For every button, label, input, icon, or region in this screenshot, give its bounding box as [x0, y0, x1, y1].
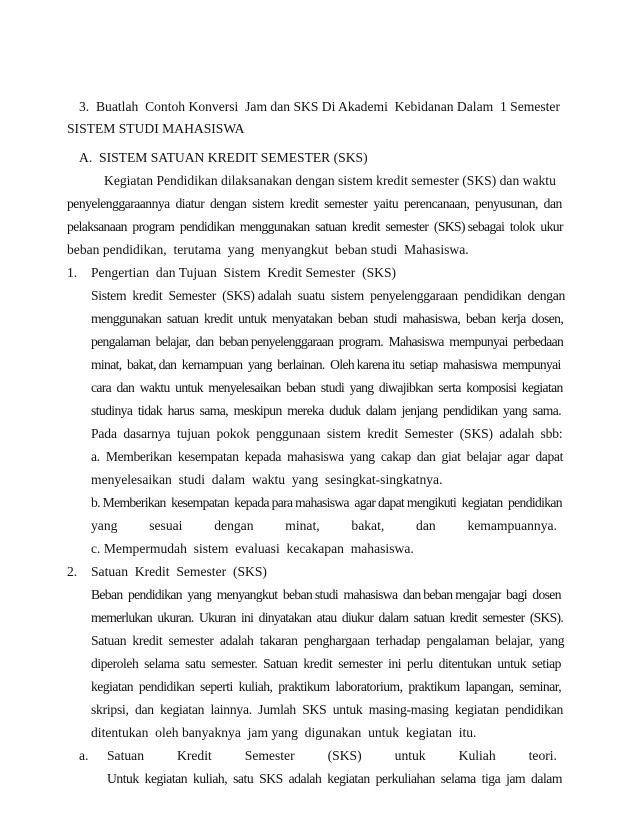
item-1-purpose-line: Pada dasarnya tujuan pokok penggunaan sistem kredit Semester (SKS) adalah sbb: [91, 426, 563, 441]
item-1-para-line: studinya tidak harus sama, meskipun mereka duduk dalam jenjang pendidikan yang sama. [91, 403, 562, 418]
item-2-para-line: diperoleh selama satu semester. Satuan kredit semester ini perlu ditentukan untuk setiap [91, 656, 561, 671]
item-1-para-line: Sistem kredit Semester (SKS) adalah suatu sistem penyelenggaraan pendidikan dengan [91, 288, 565, 303]
word: yang [91, 518, 118, 533]
item-1-point-b: b. Memberikan kesempatan kepada para mahasiswa agar dapat mengikuti kegiatan pendidikan [91, 495, 562, 510]
item-2-number: 2. [67, 564, 78, 579]
word: Kredit [177, 748, 212, 763]
document-subtitle: SISTEM STUDI MAHASISWA [67, 121, 245, 136]
item-1-point-a: a. Memberikan kesempatan kepada mahasiswa yang cakap dan giat belajar agar dapat [91, 449, 564, 464]
word: Semester [244, 748, 295, 763]
item-1-point-b-cont [91, 518, 557, 534]
item-2-para-line: memerlukan ukuran. Ukuran ini dinyatakan atau diukur dalam satuan kredit semester (SKS). [91, 610, 564, 625]
question-heading: 3. Buatlah Contoh Konversi Jam dan SKS Di Akademi Kebidanan Dalam 1 Semester [79, 99, 560, 114]
item-2-para-line: Beban pendidikan yang menyangkut beban studi mahasiswa dan beban mengajar bagi dosen [91, 587, 561, 602]
item-1-heading: Pengertian dan Tujuan Sistem Kredit Semester (SKS) [91, 265, 397, 280]
item-2-para-line: Satuan kredit semester adalah takaran penghargaan terhadap pengalaman belajar, yang [91, 633, 565, 648]
section-a-para-line: beban pendidikan, terutama yang menyangkut beban studi Mahasiswa. [67, 242, 469, 257]
item-1-para-line: pengalaman belajar, dan beban penyelenggaraan program. Mahasiswa mempunyai perbedaan [91, 334, 564, 349]
item-1-number: 1. [67, 265, 78, 280]
section-a-para-line: penyelenggaraannya diatur dengan sistem kredit semester yaitu perencanaan, penyusunan, dan [67, 196, 562, 211]
word: sesuai [149, 518, 183, 533]
word: (SKS) [327, 748, 362, 763]
item-1-para-line: minat, bakat, dan kemampuan yang berlainan. Oleh karena itu setiap mahasiswa mempunyai [91, 357, 561, 372]
section-a-heading: A. SISTEM SATUAN KREDIT SEMESTER (SKS) [79, 150, 368, 165]
item-2-para-line: kegiatan pendidikan seperti kuliah, praktikum laboratorium, praktikum lapangan, seminar, [91, 679, 562, 694]
item-1-para-line: menggunakan satuan kredit untuk menyatakan beban studi mahasiswa, beban kerja dosen, [91, 311, 564, 326]
word: kemampuannya. [467, 518, 557, 533]
item-1-para-line: cara dan waktu untuk menyelesaikan beban studi yang diwajibkan serta komposisi kegiatan [91, 380, 563, 395]
item-2-para-line: ditentukan oleh banyaknya jam yang digunakan untuk kegiatan itu. [91, 725, 477, 740]
word: Satuan [107, 748, 144, 763]
word: untuk [394, 748, 426, 763]
item-2-para-line: skripsi, dan kegiatan lainnya. Jumlah SKS untuk masing-masing kegiatan pendidikan [91, 702, 564, 717]
item-1-point-a-cont: menyelesaikan studi dalam waktu yang sesingkat-singkatnya. [91, 472, 443, 487]
sub-a-heading [107, 748, 557, 764]
word: teori. [528, 748, 557, 763]
sub-a-para-line: Untuk kegiatan kuliah, satu SKS adalah kegiatan perkuliahan selama tiga jam dalam [107, 771, 563, 786]
word: dan [416, 518, 436, 533]
sub-a-number: a. [79, 748, 89, 763]
word: minat, [285, 518, 320, 533]
text-line: Kegiatan Pendidikan dilaksanakan dengan sistem kredit semester (SKS) dan waktu [104, 173, 556, 188]
section-a-para-line: pelaksanaan program pendidikan menggunakan satuan kredit semester (SKS) sebagai tolok ukur [67, 219, 563, 234]
word: dengan [214, 518, 254, 533]
item-1-point-c: c. Mempermudah sistem evaluasi kecakapan mahasiswa. [91, 541, 414, 556]
word: bakat, [351, 518, 385, 533]
section-a-para-line [104, 173, 557, 189]
word: Kuliah [458, 748, 496, 763]
item-2-heading: Satuan Kredit Semester (SKS) [91, 564, 267, 579]
